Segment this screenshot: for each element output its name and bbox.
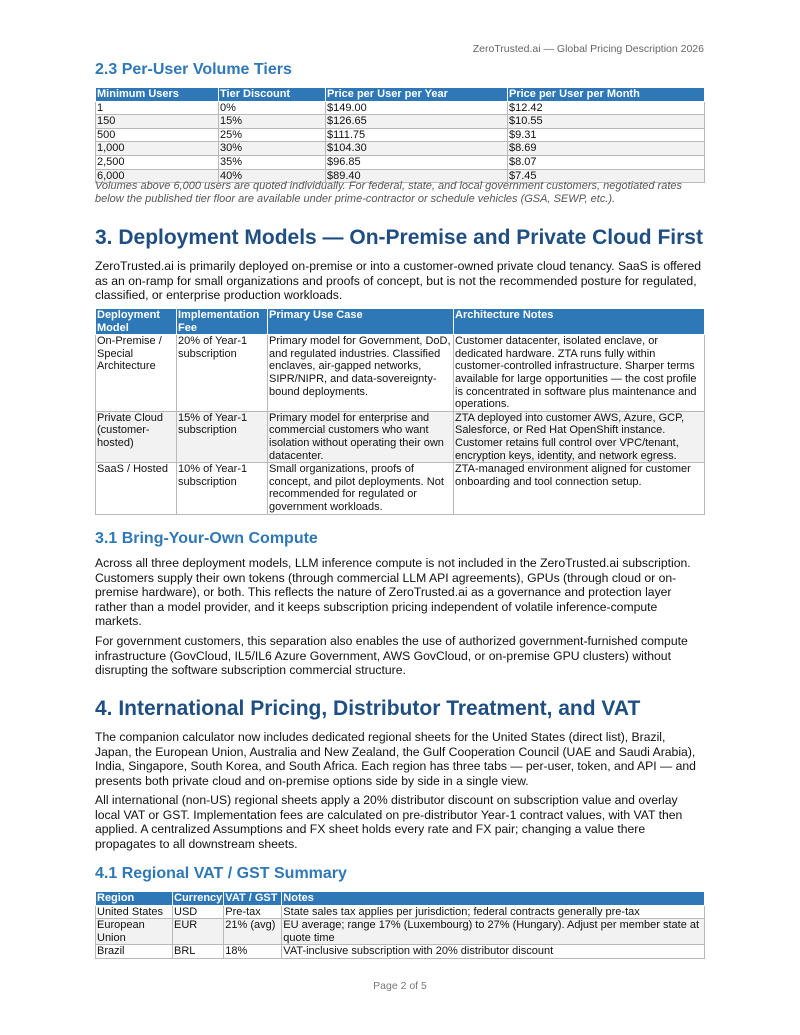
- table-row: [96, 128, 705, 142]
- table-row: [96, 335, 705, 412]
- running-header: ZeroTrusted.ai — Global Pricing Description 2026: [472, 43, 704, 55]
- tier-cell: $111.75: [326, 128, 508, 142]
- tier-cell: 25%: [219, 128, 326, 142]
- section-3-heading: 3. Deployment Models — On-Premise and Private Cloud First: [95, 226, 703, 249]
- tier-header-cell: Price per User per Year: [326, 88, 508, 102]
- section-4-paragraph-1: The companion calculator now includes dedicated regional sheets for the United States (direct list), Brazil, Japan, the European Union, Australia and New Zealand, the Gulf Cooperation Council (UAE and Saudi Arabia), India, Singapore, South Korea, and South Africa. Each region has three tabs — per-user, token, and API — and presents both private cloud and on-premise options side by side in a single view.: [95, 730, 696, 788]
- tier-cell: $8.07: [508, 155, 705, 169]
- table-row: [96, 115, 705, 129]
- tier-cell: 2,500: [96, 155, 219, 169]
- section-2-3-heading: 2.3 Per-User Volume Tiers: [95, 61, 292, 78]
- table-header-row: [96, 309, 705, 335]
- deployment-cell: SaaS / Hosted: [96, 463, 177, 514]
- tier-header-cell: Price per User per Month: [508, 88, 705, 102]
- deployment-cell: Primary model for Government, DoD, and regulated industries. Classified enclaves, air-gapped networks, SIPR/NIPR, and data-sovereignty-bound deployments.: [268, 335, 454, 412]
- section-4-paragraph-2: All international (non-US) regional sheets apply a 20% distributor discount on subscription value and overlay local VAT or GST. Implementation fees are calculated on pre-distributor Year-1 contract values, with VAT then applied. A centralized Assumptions and FX sheet holds every rate and FX pair; changing a value there propagates to all downstream sheets.: [95, 793, 683, 851]
- tier-header-cell: Tier Discount: [219, 88, 326, 102]
- deployment-header-cell: Implementation Fee: [177, 309, 268, 335]
- table-row: [96, 142, 705, 156]
- volume-tiers-table: [95, 87, 705, 183]
- tier-cell: 40%: [219, 169, 326, 183]
- tier-cell: 15%: [219, 115, 326, 129]
- vat-header-cell: Region: [96, 892, 173, 906]
- tier-cell: $149.00: [326, 101, 508, 115]
- section-4-heading: 4. International Pricing, Distributor Treatment, and VAT: [95, 697, 641, 720]
- tier-cell: $9.31: [508, 128, 705, 142]
- deployment-cell: ZTA deployed into customer AWS, Azure, GCP, Salesforce, or Red Hat OpenShift instance. Customer retains full control over VPC/tenant, encryption keys, identity, and network egress.: [454, 411, 705, 462]
- tier-cell: $104.30: [326, 142, 508, 156]
- vat-cell: EUR: [173, 919, 224, 945]
- vat-cell: 18%: [224, 945, 282, 959]
- section-3-1-paragraph-1: Across all three deployment models, LLM inference compute is not included in the ZeroTrusted.ai subscription. Customers supply their own tokens (through commercial LLM API agreements), GPUs (through cloud or on-premise hardware), or both. This reflects the nature of ZeroTrusted.ai as a governance and protection layer rather than a model provider, and it keeps subscription pricing independent of volatile inference-compute markets.: [95, 556, 691, 629]
- table-row: [96, 945, 705, 959]
- vat-cell: USD: [173, 905, 224, 919]
- deployment-cell: Customer datacenter, isolated enclave, or dedicated hardware. ZTA runs fully within customer-controlled infrastructure. Sharper terms available for large opportunities — the cost profile is concentrated in software plus maintenance and operations.: [454, 335, 705, 412]
- vat-header-cell: VAT / GST: [224, 892, 282, 906]
- tier-cell: $89.40: [326, 169, 508, 183]
- section-3-1-heading: 3.1 Bring-Your-Own Compute: [95, 530, 318, 547]
- deployment-cell: Primary model for enterprise and commercial customers who want isolation without operating their own datacenter.: [268, 411, 454, 462]
- tier-cell: 500: [96, 128, 219, 142]
- tier-cell: $8.69: [508, 142, 705, 156]
- tier-cell: 150: [96, 115, 219, 129]
- page-number: Page 2 of 5: [373, 980, 427, 992]
- deployment-cell: ZTA-managed environment aligned for customer onboarding and tool connection setup.: [454, 463, 705, 514]
- tier-cell: 6,000: [96, 169, 219, 183]
- deployment-cell: Small organizations, proofs of concept, and pilot deployments. Not recommended for regulated or government workloads.: [268, 463, 454, 514]
- vat-cell: BRL: [173, 945, 224, 959]
- section-3-intro: ZeroTrusted.ai is primarily deployed on-premise or into a customer-owned private cloud tenancy. SaaS is offered as an on-ramp for small organizations and proofs of concept, but is not the recommended posture for regulated, classified, or enterprise production workloads.: [95, 259, 702, 303]
- deployment-cell: Private Cloud (customer-hosted): [96, 411, 177, 462]
- vat-cell: European Union: [96, 919, 173, 945]
- vat-header-cell: Currency: [174, 892, 223, 904]
- deployment-cell: On-Premise / Special Architecture: [96, 335, 177, 412]
- deployment-cell: 20% of Year-1 subscription: [177, 335, 268, 412]
- vat-cell: United States: [96, 905, 173, 919]
- table-row: [96, 155, 705, 169]
- deployment-cell: 10% of Year-1 subscription: [177, 463, 268, 514]
- tier-cell: $12.42: [508, 101, 705, 115]
- tier-cell: $7.45: [508, 169, 705, 183]
- vat-cell: State sales tax applies per jurisdiction; federal contracts generally pre-tax: [282, 905, 705, 919]
- deployment-cell: 15% of Year-1 subscription: [177, 411, 268, 462]
- tier-cell: 30%: [219, 142, 326, 156]
- table-header-row: [96, 88, 705, 102]
- tier-cell: $96.85: [326, 155, 508, 169]
- vat-header-cell: Notes: [282, 892, 705, 906]
- table-row: [96, 463, 705, 514]
- tier-cell: 1,000: [96, 142, 219, 156]
- table-row: [96, 101, 705, 115]
- tier-cell: $126.65: [326, 115, 508, 129]
- table-row: [96, 919, 705, 945]
- table-header-row: [96, 892, 705, 906]
- tier-cell: 35%: [219, 155, 326, 169]
- deployment-header-cell: Deployment Model: [96, 309, 177, 335]
- vat-cell: EU average; range 17% (Luxembourg) to 27% (Hungary). Adjust per member state at quote time: [282, 919, 705, 945]
- vat-gst-table: [95, 891, 705, 959]
- tier-cell: $10.55: [508, 115, 705, 129]
- vat-cell: 21% (avg): [224, 919, 282, 945]
- deployment-models-table: [95, 308, 705, 515]
- deployment-header-cell: Primary Use Case: [268, 309, 454, 335]
- table-row: [96, 905, 705, 919]
- vat-cell: Pre-tax: [224, 905, 282, 919]
- tier-cell: 0%: [219, 101, 326, 115]
- volume-tiers-note: Volumes above 6,000 users are quoted individually. For federal, state, and local government customers, negotiated rates below the published tier floor are available under prime-contractor or schedule vehicles (GSA, SEWP, etc.).: [95, 180, 683, 205]
- vat-cell: Brazil: [96, 945, 173, 959]
- vat-cell: VAT-inclusive subscription with 20% distributor discount: [282, 945, 705, 959]
- tier-cell: 1: [96, 101, 219, 115]
- section-3-1-paragraph-2: For government customers, this separation also enables the use of authorized government-furnished compute infrastructure (GovCloud, IL5/IL6 Azure Government, AWS GovCloud, or on-premise GPU clusters) without disrupting the software subscription commercial structure.: [95, 634, 688, 678]
- section-4-1-heading: 4.1 Regional VAT / GST Summary: [95, 865, 347, 882]
- tier-header-cell: Minimum Users: [96, 88, 219, 102]
- table-row: [96, 411, 705, 462]
- deployment-header-cell: Architecture Notes: [454, 309, 705, 335]
